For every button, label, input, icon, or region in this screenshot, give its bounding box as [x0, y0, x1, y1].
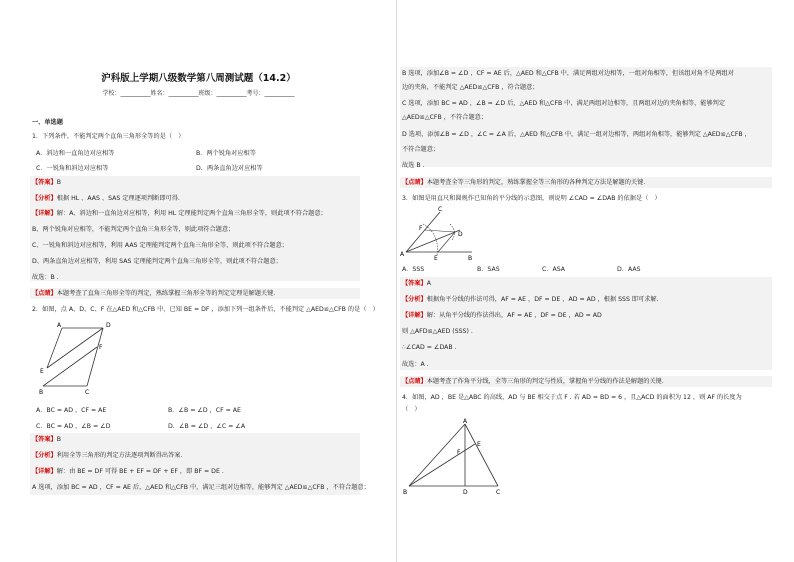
q3-detail-line	[402, 312, 602, 320]
q3-detail-line: 则 △AFD≌△AED (SSS) .	[402, 328, 473, 335]
comment-tag: 【点睛】	[32, 290, 57, 297]
q1-option-c: C．一锐角和斜边对应相等	[36, 165, 109, 172]
segment-ac	[465, 424, 498, 486]
q2-detail-line: D 选项，添加∠B = ∠D ，∠C = ∠A 后，△AED 和△CFB 中，满足一组对边相等，两组对角相等，能够判定 △AED≌△CFB ，	[402, 131, 751, 138]
q2-option-a: A．BC = AD ，CF = AE	[36, 407, 107, 414]
answer-tag: 【答案】	[32, 436, 57, 443]
q3-option-a: A．SSS	[402, 266, 425, 273]
analysis-tag: 【分析】	[402, 296, 427, 303]
q2-detail-line: A 选项，添加 BC = AD ，CF = AE 后，△AED 和△CFB 中，满足三组对边相等，能够判定 △AED≌△CFB ，不符合题意；	[32, 484, 370, 491]
q1-detail-line: C、一锐角和斜边对应相等，利用 AAS 定理能判定两个直角三角形全等，则此项不符合题意；	[32, 242, 288, 249]
label-e: E	[40, 368, 44, 375]
answer-tag: 【答案】	[32, 179, 57, 186]
comment-text: 本题考查了直角三角形全等的判定，熟练掌握三角形全等的判定定理是解题关键.	[56, 290, 276, 297]
label-b: B	[468, 255, 473, 262]
q4-figure	[400, 418, 510, 498]
q2-option-c: C．BC = AD ，∠B = ∠D	[36, 423, 111, 430]
q2-detail-line: 故选 B .	[402, 162, 425, 169]
q3-option-b: B．SAS	[477, 266, 500, 273]
q3-detail-line: ∴∠CAD = ∠DAB .	[402, 344, 457, 351]
label-d: D	[463, 489, 468, 496]
q3-option-c: C．ASA	[542, 266, 566, 273]
q2-detail-line	[32, 468, 224, 476]
q1-analysis	[32, 195, 180, 203]
answer-tag: 【答案】	[402, 280, 427, 287]
detail-text: 解：从角平分线的作法得出，AF = AE ，DF = DE ，AD = AD	[426, 312, 602, 319]
label-c: C	[85, 389, 90, 396]
comment-tag: 【点睛】	[402, 378, 427, 385]
label-e: E	[477, 441, 481, 448]
label-c: C	[438, 206, 443, 213]
analysis-text: 根据角平分线的作法可得，AF = AE ，DF = DE ，AD = AD ，根据 SSS 即可求解.	[426, 296, 659, 303]
q3-figure	[400, 204, 480, 264]
detail-text: 解：A、斜边和一直角边对应相等，利用 HL 定理能判定两个直角三角形全等，则此项不符合题意；	[56, 210, 327, 217]
q1-option-a: A．斜边和一直角边对应相等	[36, 150, 115, 157]
q1-option-d: D．两条直角边对应相等	[196, 165, 263, 172]
label-a: A	[463, 418, 468, 425]
comment-tag: 【点睛】	[402, 179, 427, 186]
q3-comment	[402, 378, 664, 386]
label-b: B	[39, 389, 44, 396]
segment-dc	[87, 328, 103, 386]
q2-detail-line: B 选项，添加∠B = ∠D ，CF = AE 后，△AED 和△CFB 中，满足两组对边相等，一组对角相等，但该组对角不是两组对	[402, 70, 734, 77]
analysis-text: 利用全等三角形的判定方法逐项判断得出答案.	[56, 452, 183, 459]
answer-value: B	[56, 179, 61, 186]
q1-detail-line: D、两条直角边对应相等，利用 SAS 定理能判定两个直角三角形全等，则此项不符合题意；	[32, 258, 282, 265]
ray-ac	[406, 212, 440, 252]
q3-option-d: D．AAS	[617, 266, 641, 273]
q1-option-b: B．两个锐角对应相等	[196, 150, 256, 157]
arc-fe	[423, 224, 437, 255]
label-f: F	[457, 449, 461, 456]
q1-detail-line: B、两个锐角对应相等，不能判定两个直角三角形全等，则此项符合题意；	[32, 226, 235, 233]
q2-analysis	[32, 452, 182, 460]
segment-ae	[47, 328, 62, 368]
label-a: A	[400, 251, 405, 258]
q3-stem: 3．如图是用直尺和圆规作已知角的平分线的示意图，则说明 ∠CAD = ∠DAB 的依据是（ ）	[402, 195, 661, 202]
segment-bd	[47, 328, 103, 368]
q1-stem: 1．下列条件，不能判定两个直角三角形全等的是（ ）	[32, 133, 185, 140]
label-e: E	[434, 255, 438, 262]
q2-stem: 2．如图，点 A、D、C、F 在△AED 和△CFB 中，已知 BE = DF ，添加下列一组条件后，不能判定 △AED≌△CFB 的是（ ）	[32, 306, 379, 313]
detail-text: 解：由 BE = DF 可得 BE + EF = DF + EF ，即 BF = DE .	[56, 468, 224, 475]
right-page	[397, 0, 794, 562]
q3-answer	[402, 280, 431, 288]
q2-detail-line: △AED≌△CFB ，不符合题意；	[402, 114, 488, 121]
q2-detail-line: 边的夹角，不能判定 △AED≌△CFB ，符合题意；	[402, 84, 539, 91]
label-f: F	[99, 344, 103, 351]
q2-comment	[402, 179, 645, 187]
q3-solution-block	[400, 277, 772, 370]
q4-stem: 4．如图，AD ，BE 是△ABC 的高线，AD 与 BE 相交于点 F . 若 AD = BD = 6 ，且△ACD 的面积为 12 ，则 AF 的长度为	[402, 394, 742, 401]
q1-answer	[32, 179, 61, 187]
label-f: F	[419, 225, 423, 232]
q2-figure	[40, 318, 120, 398]
label-c: C	[496, 489, 501, 496]
q1-detail-line: 故选：B .	[32, 274, 59, 281]
answer-value: A	[426, 280, 431, 287]
segment-fd	[425, 230, 455, 232]
analysis-tag: 【分析】	[32, 452, 57, 459]
q2-detail-line: 不符合题意；	[402, 146, 440, 153]
analysis-text: 根据 HL 、AAS 、SAS 定理逐项判断即可得.	[56, 195, 180, 202]
analysis-tag: 【分析】	[32, 195, 57, 202]
q2-option-b: B．∠B = ∠D ，CF = AE	[168, 407, 241, 414]
comment-text: 本题考查全等三角形的判定，熟练掌握全等三角形的各种判定方法是解题的关键.	[426, 179, 646, 186]
q2-detail-line: C 选项，添加 BC = AD ，∠B = ∠D 后，△AED 和△CFB 中，满足两组对边相等，且两组对边的夹角相等，能够判定	[402, 100, 726, 107]
q1-comment	[32, 290, 275, 298]
q4-stem-continued: （ ）	[402, 406, 421, 413]
detail-tag: 【详解】	[402, 312, 427, 319]
detail-tag: 【详解】	[32, 468, 57, 475]
detail-tag: 【详解】	[32, 210, 57, 217]
label-a: A	[57, 322, 62, 329]
answer-value: B	[56, 436, 61, 443]
label-b: B	[403, 489, 408, 496]
section-heading: 一、单选题	[32, 119, 63, 126]
page-title: 沪科版上学期八级数学第八周测试题（14.2）	[101, 73, 296, 84]
label-d: D	[106, 322, 111, 329]
segment-ed	[438, 232, 455, 252]
q2-answer	[32, 436, 61, 444]
q1-detail-line	[32, 210, 327, 218]
q2-option-d: D．∠B = ∠D ，∠C = ∠A	[168, 423, 246, 430]
q3-detail-line: 故选：A .	[402, 361, 429, 368]
comment-text: 本题考查了作角平分线，全等三角形的判定与性质，掌握角平分线的作法是解题的关键.	[426, 378, 664, 385]
student-info-line: 学校：__________姓名：__________班级：__________考号：__________	[102, 90, 295, 97]
q3-analysis	[402, 296, 659, 304]
label-d: D	[458, 231, 463, 238]
